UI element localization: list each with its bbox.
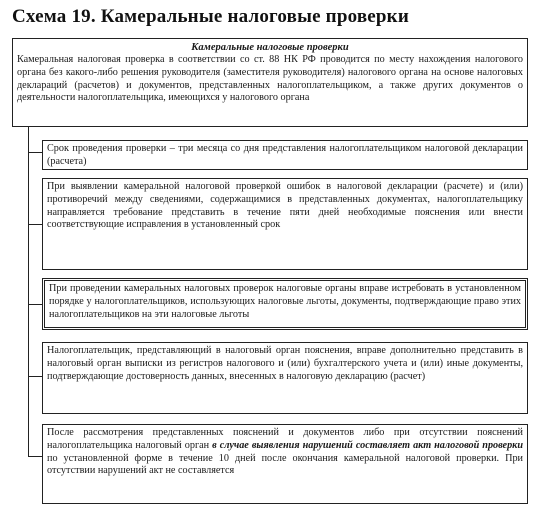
box-text: Срок проведения проверки – три месяца со дня представления налогоплательщиком налоговой декларации (расчета)	[47, 143, 523, 167]
connector-trunk	[28, 127, 29, 457]
info-box-benefits	[42, 278, 528, 330]
box-text-before: После рассмотрения представленных пояснений и документов либо при отсутствии пояснений налогоплательщика налоговый орган	[47, 427, 523, 451]
info-box-act	[42, 424, 528, 504]
connector-branch	[28, 224, 42, 225]
box-text: Налогоплательщик, представляющий в налоговый орган пояснения, вправе дополнительно представить в налоговый орган выписки из регистров налогового и (или) бухгалтерского учета и (или) иные документы, подтверждающие достоверность данных, внесенных в налоговую декларацию (расчет)	[47, 345, 523, 382]
connector-branch	[28, 152, 42, 153]
box-text: При выявлении камеральной налоговой проверкой ошибок в налоговой декларации (расчете) и (или) противоречий между сведениями, содержащимися в представленных документах, налогоплательщику направляется требование представить в течение пяти дней необходимые пояснения или внести соответствующие исправления в установленный срок	[47, 181, 523, 231]
connector-branch	[28, 456, 42, 457]
box-text-emphasis: в случае выявления нарушений составляет акт налоговой проверки	[212, 439, 524, 451]
header-box	[12, 38, 528, 127]
info-box-errors	[42, 178, 528, 270]
info-box-explanations	[42, 342, 528, 414]
connector-branch	[28, 376, 42, 377]
header-heading: Камеральные налоговые проверки	[191, 42, 349, 53]
page-title: Схема 19. Камеральные налоговые проверки	[12, 6, 409, 27]
header-text: Камеральная налоговая проверка в соответствии со ст. 88 НК РФ проводится по месту нахождения налогового органа без какого-либо решения руководителя (заместителя руководителя) налогового органа на основе налоговых деклараций (расчетов) и документов, представленных налогоплательщиком, а также других документов о деятельности налогоплательщика, имеющихся у налогового органа	[17, 54, 523, 104]
connector-branch	[28, 304, 42, 305]
box-text: При проведении камеральных налоговых проверок налоговые органы вправе истребовать в установленном порядке у налогоплательщиков, использующих налоговые льготы, документы, подтверждающие право этих налогоплательщиков на эти налоговые льготы	[49, 283, 521, 320]
info-box-term	[42, 140, 528, 170]
box-text-after: по установленной форме в течение 10 дней после окончания камеральной налоговой проверки. При отсутствии нарушений акт не составляется	[47, 452, 523, 477]
